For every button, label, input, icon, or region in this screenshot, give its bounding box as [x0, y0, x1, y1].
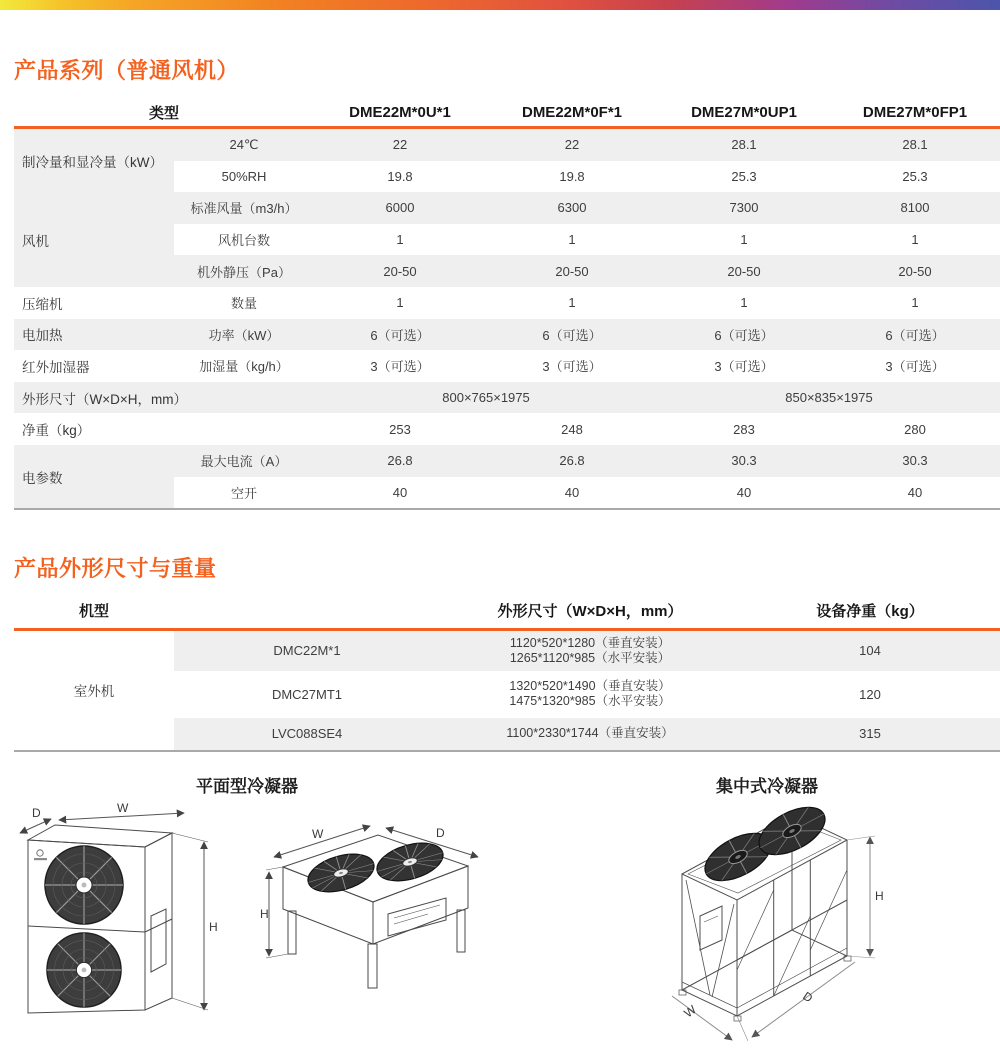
spec-value-cell: 253 [314, 413, 486, 445]
spec-value-cell: 20-50 [658, 255, 830, 287]
spec-value-cell: 30.3 [830, 445, 1000, 477]
spec-value-cell: 30.3 [658, 445, 830, 477]
spec-value-cell: 25.3 [830, 161, 1000, 193]
spec-value-cell: 6300 [486, 192, 658, 224]
spec-category-cell: 压缩机 [14, 287, 174, 319]
spec-value-cell: 20-50 [830, 255, 1000, 287]
section-title-product-series: 产品系列（普通风机） [14, 58, 240, 83]
spec-value-cell: 3（可选） [486, 350, 658, 382]
dimension-label-h: H [209, 920, 218, 934]
dimension-size-line: 1100*2330*1744（垂直安装） [506, 726, 674, 740]
dimension-label-w: W [681, 1002, 699, 1021]
spec-subcategory-cell: 数量 [174, 287, 314, 319]
dimension-size-line: 1320*520*1490（垂直安装） [509, 679, 671, 693]
dim-header-weight: 设备净重（kg） [740, 592, 1000, 630]
spec-subcategory-cell: 功率（kW） [174, 319, 314, 351]
spec-value-cell: 19.8 [314, 161, 486, 193]
spec-value-cell: 1 [658, 287, 830, 319]
dim-header-spacer [174, 592, 440, 630]
spec-value-cell: 280 [830, 413, 1000, 445]
spec-value-cell: 25.3 [658, 161, 830, 193]
spec-value-cell: 40 [830, 477, 1000, 510]
spec-value-cell: 850×835×1975 [658, 382, 1000, 414]
spec-value-cell: 6（可选） [658, 319, 830, 351]
central-condenser-title: 集中式冷凝器 [716, 777, 818, 796]
spec-header-type: 类型 [14, 98, 314, 128]
spec-value-cell: 26.8 [314, 445, 486, 477]
dimension-table [14, 592, 1000, 752]
spec-row [14, 192, 1000, 224]
dimension-header-row [14, 592, 1000, 630]
dimension-weight-cell: 120 [740, 671, 1000, 718]
dim-header-model-type: 机型 [14, 592, 174, 630]
spec-table [14, 98, 1000, 510]
spec-value-cell: 1 [486, 224, 658, 256]
spec-subcategory-cell: 24℃ [174, 128, 314, 161]
spec-subcategory-cell: 空开 [174, 477, 314, 510]
spec-value-cell: 3（可选） [830, 350, 1000, 382]
dimension-size-cell [440, 671, 740, 718]
spec-category-cell: 电加热 [14, 319, 174, 351]
spec-value-cell: 1 [830, 224, 1000, 256]
dimension-label-d: D [800, 988, 816, 1006]
dimension-size-line: 1265*1120*985（水平安装） [509, 650, 671, 665]
dimension-model-cell: LVC088SE4 [174, 718, 440, 751]
central-condenser-drawing [642, 800, 897, 1045]
spec-value-cell: 7300 [658, 192, 830, 224]
spec-header-model-3: DME27M*0UP1 [658, 98, 830, 128]
spec-value-cell: 22 [314, 128, 486, 161]
spec-table-body [14, 128, 1000, 510]
spec-category-cell: 风机 [14, 192, 174, 287]
spec-value-cell: 248 [486, 413, 658, 445]
spec-row [14, 445, 1000, 477]
spec-value-cell: 3（可选） [314, 350, 486, 382]
spec-value-cell: 40 [658, 477, 830, 510]
spec-value-cell: 20-50 [314, 255, 486, 287]
spec-value-cell: 28.1 [658, 128, 830, 161]
brand-gradient-bar [0, 0, 1000, 10]
spec-header-model-1: DME22M*0U*1 [314, 98, 486, 128]
spec-subcategory-cell: 机外静压（Pa） [174, 255, 314, 287]
spec-value-cell: 1 [314, 287, 486, 319]
spec-subcategory-cell: 最大电流（A） [174, 445, 314, 477]
spec-category-cell: 制冷量和显冷量（kW） [14, 128, 174, 193]
vertical-unit-drawing [18, 801, 223, 1018]
spec-category-cell: 电参数 [14, 445, 174, 509]
spec-category-cell: 净重（kg） [14, 413, 314, 445]
spec-header-row [14, 98, 1000, 128]
spec-row [14, 382, 1000, 414]
spec-value-cell: 1 [314, 224, 486, 256]
spec-header-model-2: DME22M*0F*1 [486, 98, 658, 128]
spec-row [14, 413, 1000, 445]
spec-subcategory-cell: 标准风量（m3/h） [174, 192, 314, 224]
dimension-lines [266, 826, 478, 958]
spec-subcategory-cell: 加湿量（kg/h） [174, 350, 314, 382]
spec-value-cell: 40 [314, 477, 486, 510]
spec-value-cell: 6（可选） [314, 319, 486, 351]
spec-category-cell: 红外加湿器 [14, 350, 174, 382]
dimension-label-h: H [875, 889, 884, 903]
dimension-model-cell: DMC27MT1 [174, 671, 440, 718]
spec-value-cell: 19.8 [486, 161, 658, 193]
vertiv-logo-text [34, 858, 47, 860]
dimension-table-body [14, 630, 1000, 751]
dimension-weight-cell: 104 [740, 630, 1000, 671]
spec-value-cell: 6（可选） [830, 319, 1000, 351]
spec-value-cell: 1 [486, 287, 658, 319]
dimension-weight-cell: 315 [740, 718, 1000, 751]
spec-value-cell: 283 [658, 413, 830, 445]
spec-header-model-4: DME27M*0FP1 [830, 98, 1000, 128]
spec-value-cell: 3（可选） [658, 350, 830, 382]
spec-value-cell: 40 [486, 477, 658, 510]
dimension-model-cell: DMC22M*1 [174, 630, 440, 671]
dimension-label-d: D [32, 806, 41, 820]
flat-condenser-title: 平面型冷凝器 [196, 777, 298, 796]
dimension-size-line: 1120*520*1280（垂直安装） [509, 635, 671, 650]
spec-value-cell: 800×765×1975 [314, 382, 658, 414]
dim-header-size: 外形尺寸（W×D×H，mm） [440, 592, 740, 630]
spec-category-cell: 外形尺寸（W×D×H，mm） [14, 382, 314, 414]
spec-value-cell: 1 [658, 224, 830, 256]
spec-value-cell: 20-50 [486, 255, 658, 287]
spec-value-cell: 26.8 [486, 445, 658, 477]
spec-subcategory-cell: 风机台数 [174, 224, 314, 256]
spec-row [14, 319, 1000, 351]
dimension-label-w: W [117, 801, 129, 815]
spec-subcategory-cell: 50%RH [174, 161, 314, 193]
flat-condenser-drawing [260, 826, 495, 1004]
vertiv-logo [37, 850, 43, 856]
dimension-category-cell: 室外机 [14, 630, 174, 751]
spec-row [14, 128, 1000, 161]
spec-value-cell: 8100 [830, 192, 1000, 224]
spec-value-cell: 22 [486, 128, 658, 161]
dimension-label-d: D [436, 826, 445, 840]
dimension-size-cell [440, 718, 740, 751]
dimension-row [14, 630, 1000, 671]
spec-row [14, 287, 1000, 319]
dimension-size-line: 1475*1320*985（水平安装） [509, 694, 671, 708]
section-title-dimensions: 产品外形尺寸与重量 [14, 556, 217, 581]
dimension-label-h: H [260, 907, 269, 921]
spec-value-cell: 6（可选） [486, 319, 658, 351]
spec-value-cell: 28.1 [830, 128, 1000, 161]
spec-value-cell: 6000 [314, 192, 486, 224]
spec-row [14, 350, 1000, 382]
dimension-label-w: W [312, 827, 324, 841]
spec-value-cell: 1 [830, 287, 1000, 319]
dimension-size-cell [440, 630, 740, 671]
